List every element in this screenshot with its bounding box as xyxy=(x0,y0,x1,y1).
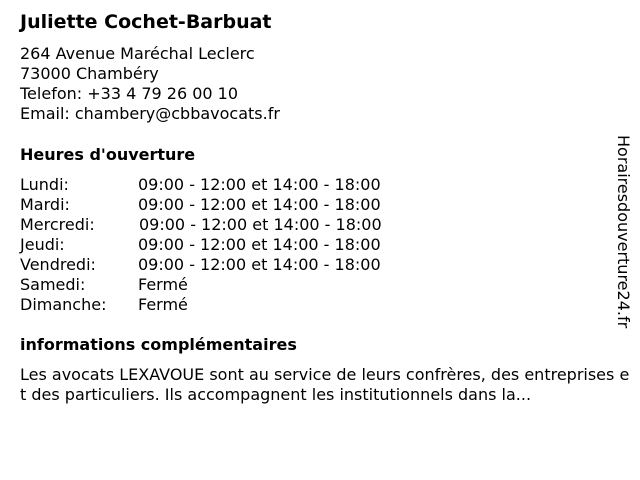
day-label: Jeudi: xyxy=(20,235,65,254)
info-heading: informations complémentaires xyxy=(20,335,297,354)
opening-hours-list xyxy=(20,175,440,315)
hours-row-wednesday xyxy=(20,215,440,235)
street-address: 264 Avenue Maréchal Leclerc xyxy=(20,44,255,63)
site-watermark: Horairesdouverture24.fr xyxy=(614,135,633,329)
hours-row-thursday xyxy=(20,235,440,255)
time-value: Fermé xyxy=(138,295,188,314)
hours-heading: Heures d'ouverture xyxy=(20,145,196,164)
time-value: 09:00 - 12:00 et 14:00 - 18:00 xyxy=(138,235,381,254)
hours-row-monday xyxy=(20,175,440,195)
time-value: 09:00 - 12:00 et 14:00 - 18:00 xyxy=(138,175,381,194)
time-value: 09:00 - 12:00 et 14:00 - 18:00 xyxy=(138,255,381,274)
email: Email: chambery@cbbavocats.fr xyxy=(20,104,280,123)
page-title: Juliette Cochet-Barbuat xyxy=(20,11,272,33)
day-label: Dimanche: xyxy=(20,295,107,314)
day-label: Vendredi: xyxy=(20,255,96,274)
day-label: Samedi: xyxy=(20,275,86,294)
hours-row-tuesday xyxy=(20,195,440,215)
day-label: Mercredi: xyxy=(20,215,95,234)
time-value: 09:00 - 12:00 et 14:00 - 18:00 xyxy=(139,215,382,234)
time-value: Fermé xyxy=(138,275,188,294)
description-text: Les avocats LEXAVOUE sont au service de leurs confrères, des entreprises et des particuliers. Ils accompagnent les institutionnels dans la... xyxy=(20,365,630,404)
city: 73000 Chambéry xyxy=(20,64,159,83)
contact-block xyxy=(20,44,280,124)
hours-row-sunday xyxy=(20,295,440,315)
hours-row-friday xyxy=(20,255,440,275)
phone: Telefon: +33 4 79 26 00 10 xyxy=(20,84,239,103)
day-label: Mardi: xyxy=(20,195,70,214)
day-label: Lundi: xyxy=(20,175,69,194)
time-value: 09:00 - 12:00 et 14:00 - 18:00 xyxy=(138,195,381,214)
hours-row-saturday xyxy=(20,275,440,295)
